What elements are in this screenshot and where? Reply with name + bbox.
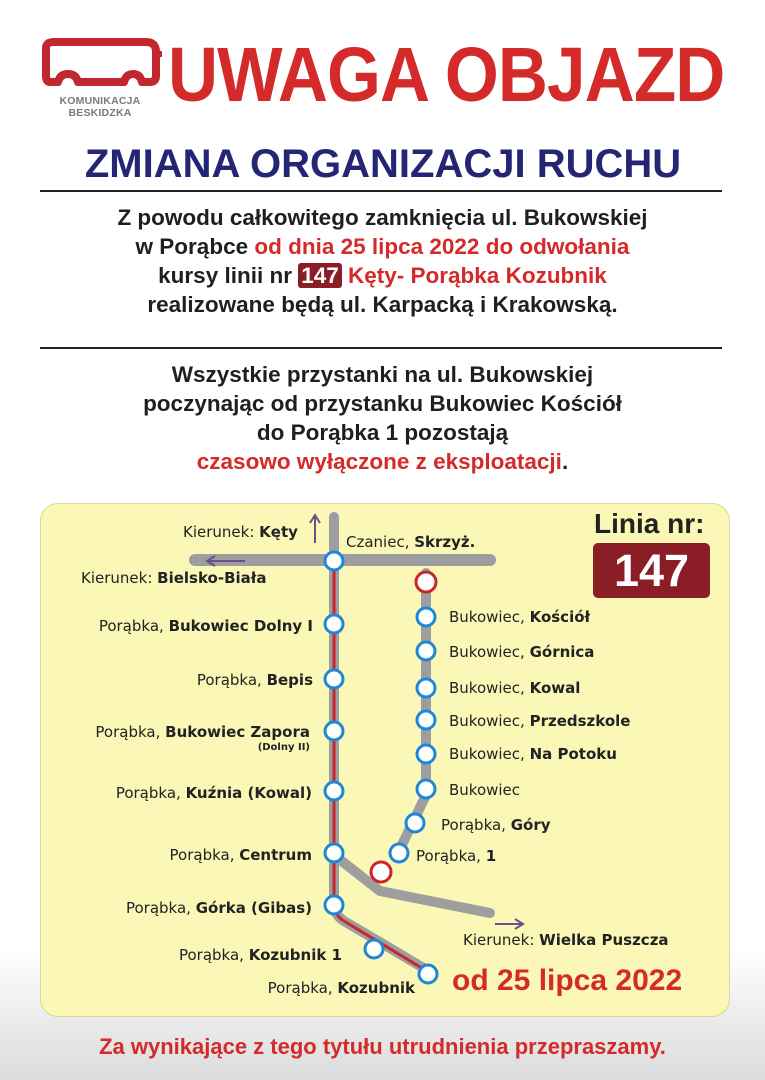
notice-line-2-text: w Porąbce bbox=[135, 234, 255, 259]
stop-note: (Dolny II) bbox=[257, 742, 310, 753]
stop-name: Górka (Gibas) bbox=[195, 899, 312, 917]
closure-line-4 bbox=[30, 447, 735, 476]
stop-name: Kozubnik bbox=[337, 979, 415, 997]
stop-prefix: Czaniec, bbox=[346, 533, 415, 551]
stop-prefix: Porąbka, bbox=[178, 946, 249, 964]
stop-marker-gory bbox=[406, 814, 424, 832]
closed-stop-label-na-potoku bbox=[449, 745, 617, 763]
stop-label-kozubnik bbox=[268, 979, 415, 997]
stop-label-centrum bbox=[170, 846, 312, 864]
stop-marker-na-potoku bbox=[417, 745, 435, 763]
stop-prefix: Porąbka, bbox=[441, 816, 511, 834]
notice-paragraph bbox=[30, 203, 735, 319]
logo-text bbox=[40, 95, 160, 119]
divider bbox=[40, 347, 722, 349]
closed-stop-label-gornica bbox=[449, 643, 594, 661]
stop-prefix: Porąbka, bbox=[267, 979, 338, 997]
stop-marker-bukowiec-zapora bbox=[325, 722, 343, 740]
notice-line-4: realizowane będą ul. Karpacką i Krakowską. bbox=[147, 292, 618, 317]
line-number-badge: 147 bbox=[298, 263, 342, 288]
direction-wielka-puszcza bbox=[463, 931, 669, 949]
effective-date: od 25 lipca 2022 bbox=[452, 964, 683, 997]
stop-name: Skrzyż. bbox=[414, 533, 476, 551]
closed-stop-label-porabka-1 bbox=[416, 847, 496, 865]
stop-prefix: Porąbka, bbox=[416, 847, 486, 865]
page-subtitle: ZMIANA ORGANIZACJI RUCHU bbox=[84, 142, 682, 186]
stop-marker-bukowiec bbox=[417, 780, 435, 798]
stop-marker-kuznia bbox=[325, 782, 343, 800]
stop-prefix: Bukowiec, bbox=[449, 712, 530, 730]
stop-name: Kozubnik 1 bbox=[248, 946, 342, 964]
divider bbox=[40, 190, 722, 192]
closure-paragraph bbox=[30, 360, 735, 476]
stop-name: 1 bbox=[485, 847, 497, 865]
stop-name: Bukowiec Zapora bbox=[165, 723, 310, 741]
stop-czaniec-skrzyz bbox=[346, 533, 475, 551]
stop-marker-kowal bbox=[417, 679, 435, 697]
stop-name: Kuźnia (Kowal) bbox=[185, 784, 312, 802]
direction-name: Kęty bbox=[259, 523, 298, 541]
stop-name: Kowal bbox=[529, 679, 581, 697]
stop-marker-skrzyz bbox=[325, 552, 343, 570]
notice-line-1: Z powodu całkowitego zamknięcia ul. Bukowskiej bbox=[117, 205, 648, 230]
closed-stop-label-bukowiec bbox=[449, 781, 520, 799]
stop-prefix: Porąbka, bbox=[98, 617, 169, 635]
stop-label-kuznia bbox=[116, 784, 312, 802]
stop-marker-kozubnik bbox=[419, 965, 437, 983]
stop-name: Kościół bbox=[529, 608, 591, 626]
closure-line-3: do Porąbka 1 pozostają bbox=[256, 420, 509, 445]
stop-label-bepis bbox=[197, 671, 313, 689]
notice-date-range: od dnia 25 lipca 2022 do odwołania bbox=[254, 234, 630, 259]
logo-name-2: BESKIDZKA bbox=[68, 107, 132, 119]
closure-period: . bbox=[561, 449, 569, 474]
closure-line-2: poczynając od przystanku Bukowiec Kościół bbox=[143, 391, 622, 416]
line-number-badge-large: 147 bbox=[593, 543, 710, 598]
stop-marker-porabka-1 bbox=[390, 844, 408, 862]
stop-marker-gorka bbox=[325, 896, 343, 914]
direction-prefix: Kierunek: bbox=[183, 523, 260, 541]
stop-name: Na Potoku bbox=[529, 745, 617, 763]
stop-marker-przedszkole bbox=[417, 711, 435, 729]
logo-name: KOMUNIKACJA bbox=[59, 95, 141, 107]
stop-label-kozubnik-1 bbox=[179, 946, 342, 964]
stop-marker-bukowiec-dolny bbox=[325, 615, 343, 633]
direction-prefix: Kierunek: bbox=[463, 931, 540, 949]
direction-name: Wielka Puszcza bbox=[539, 931, 669, 949]
arrow-right-icon bbox=[495, 919, 523, 929]
closed-stop-label-kowal bbox=[449, 679, 580, 697]
direction-kety bbox=[183, 523, 298, 541]
stop-name: Bukowiec Dolny I bbox=[168, 617, 313, 635]
stop-label-bukowiec-dolny bbox=[99, 617, 313, 635]
stop-prefix: Bukowiec, bbox=[449, 608, 530, 626]
closure-line-1: Wszystkie przystanki na ul. Bukowskiej bbox=[171, 362, 594, 387]
page-title: UWAGA OBJAZD bbox=[168, 32, 725, 118]
route-name: Kęty- Porąbka Kozubnik bbox=[341, 263, 607, 288]
line-label: Linia nr: bbox=[594, 508, 705, 539]
stop-name: Góry bbox=[510, 816, 551, 834]
closed-stop-label-gory bbox=[441, 816, 551, 834]
footer-apology: Za wynikające z tego tytułu utrudnienia przepraszamy. bbox=[99, 1034, 666, 1059]
closure-status: czasowo wyłączone z eksploatacji bbox=[196, 449, 562, 474]
notice-line-3 bbox=[30, 261, 735, 290]
direction-prefix: Kierunek: bbox=[81, 569, 158, 587]
stop-prefix: Porąbka, bbox=[115, 784, 186, 802]
stop-name: Bepis bbox=[266, 671, 313, 689]
stop-name: Górnica bbox=[529, 643, 595, 661]
detour-route-line bbox=[334, 551, 430, 973]
stop-label-bukowiec-zapora bbox=[95, 723, 310, 754]
closed-stop-label-przedszkole bbox=[449, 712, 630, 730]
notice-line-2 bbox=[30, 232, 735, 261]
stop-marker-bepis bbox=[325, 670, 343, 688]
stop-marker-gornica bbox=[417, 642, 435, 660]
arrow-up-icon bbox=[310, 515, 320, 543]
stop-name: Centrum bbox=[239, 846, 312, 864]
closed-stop-label-kosciol bbox=[449, 608, 590, 626]
stop-prefix: Porąbka, bbox=[169, 846, 240, 864]
stop-prefix: Porąbka, bbox=[125, 899, 196, 917]
stop-prefix: Porąbka, bbox=[95, 723, 166, 741]
stop-marker-kozubnik-1 bbox=[365, 940, 383, 958]
direction-name: Bielsko-Biała bbox=[157, 569, 267, 587]
stop-label-gorka bbox=[126, 899, 312, 917]
stop-marker-kosciol bbox=[417, 608, 435, 626]
stop-prefix: Bukowiec, bbox=[449, 679, 530, 697]
stop-prefix: Porąbka, bbox=[196, 671, 267, 689]
stop-name: Bukowiec bbox=[449, 781, 521, 799]
stop-name: Przedszkole bbox=[529, 712, 631, 730]
closure-marker-south bbox=[371, 862, 391, 882]
direction-bielsko-biala bbox=[81, 569, 266, 587]
stop-prefix: Bukowiec, bbox=[449, 745, 530, 763]
stop-prefix: Bukowiec, bbox=[449, 643, 530, 661]
notice-line-3-text: kursy linii nr bbox=[158, 263, 299, 288]
closure-marker-north bbox=[416, 572, 436, 592]
stop-marker-centrum bbox=[325, 844, 343, 862]
